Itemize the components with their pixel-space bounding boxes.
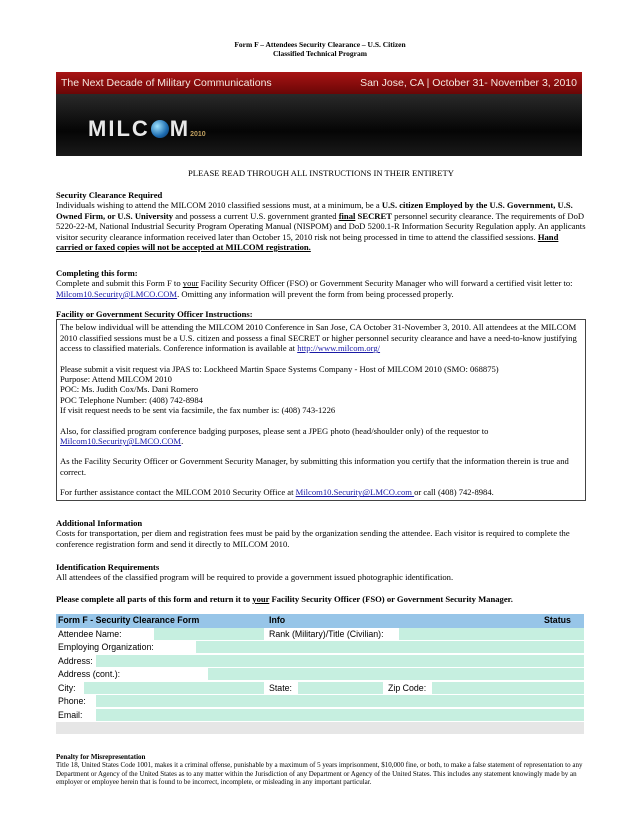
banner-tagline: The Next Decade of Military Communications xyxy=(61,77,272,89)
identification-section xyxy=(56,562,586,583)
phone-row xyxy=(56,695,584,709)
email-row xyxy=(56,709,584,723)
info-column-header: Info xyxy=(269,615,286,625)
form-footer-row xyxy=(56,722,584,734)
email-field[interactable] xyxy=(96,709,584,721)
fso-paragraph-1: The below individual will be attending the MILCOM 2010 Conference in San Jose, CA October 31-November 3, 2010. All attendees at the MILCOM 2010 classified sessions must be a U.S. citizen and possess a final SECRET or higher personnel security clearance and have a need-to-know justifying access to classified materials. Conference information is available at http://www.milcom.org/ xyxy=(60,322,577,354)
badging-email-link[interactable]: Milcom10.Security@LMCO.COM xyxy=(60,436,182,447)
city-field[interactable] xyxy=(84,682,264,694)
instructions-notice: PLEASE READ THROUGH ALL INSTRUCTIONS IN THEIR ENTIRETY xyxy=(188,168,454,178)
purpose-line: Purpose: Attend MILCOM 2010 xyxy=(60,374,172,385)
state-label: State: xyxy=(269,682,292,693)
penalty-heading: Penalty for Misrepresentation xyxy=(56,753,146,761)
attendee-label: Attendee Name: xyxy=(58,628,122,639)
city-row xyxy=(56,682,584,696)
address-field[interactable] xyxy=(96,655,584,667)
milcom-url-link[interactable]: http://www.milcom.org/ xyxy=(297,343,381,354)
rank-title-field[interactable] xyxy=(399,628,584,640)
document-header xyxy=(0,40,640,58)
globe-icon xyxy=(151,120,169,138)
attendee-name-field[interactable] xyxy=(154,628,264,640)
additional-section xyxy=(56,518,586,549)
status-column-header: Status xyxy=(544,615,571,625)
completing-text: Complete and submit this Form F to your Facility Security Officer (FSO) or Government Security Manager who will forward a certified visit letter to: Milcom10.Security@LMCO.COM. Omitting any information will prevent the form from being processed properly. xyxy=(56,278,573,299)
banner-location-dates: San Jose, CA | October 31- November 3, 2010 xyxy=(360,77,577,89)
poc-phone-line: POC Telephone Number: (408) 742-8984 xyxy=(60,394,203,405)
visit-request-line: Please submit a visit request via JPAS to: Lockheed Martin Space Systems Company - Host of MILCOM 2010 (SMO: 068875) xyxy=(60,363,499,374)
employing-organization-field[interactable] xyxy=(196,641,584,653)
organization-label: Employing Organization: xyxy=(58,642,154,652)
city-label: City: xyxy=(58,682,76,693)
fso-instructions-box xyxy=(56,319,586,500)
zip-label: Zip Code: xyxy=(388,682,427,693)
milcom-logo: MILC M2010 xyxy=(88,116,206,141)
form-title: Form F – Attendees Security Clearance – U.S. Citizen xyxy=(234,40,406,49)
milcom-banner xyxy=(56,72,582,156)
completing-heading: Completing this form: xyxy=(56,268,138,278)
security-clearance-form xyxy=(56,614,584,734)
identification-heading: Identification Requirements xyxy=(56,562,160,572)
fax-line: If visit request needs to be sent via facsimile, the fax number is: (408) 743-1226 xyxy=(60,405,336,416)
zip-code-field[interactable] xyxy=(432,682,584,694)
return-instruction: Please complete all parts of this form and return it to your Facility Security Officer (FSO) or Government Security Manager. xyxy=(56,594,513,604)
banner-logo-area xyxy=(56,94,582,156)
form-title-cell: Form F - Security Clearance Form xyxy=(58,615,200,625)
poc-line: POC: Ms. Judith Cox/Ms. Dani Romero xyxy=(60,384,199,395)
organization-row xyxy=(56,641,584,655)
address-cont-label: Address (cont.): xyxy=(58,669,121,679)
penalty-section xyxy=(56,753,586,787)
email-label: Email: xyxy=(58,709,83,720)
additional-heading: Additional Information xyxy=(56,518,143,528)
clearance-section xyxy=(56,190,586,252)
clearance-heading: Security Clearance Required xyxy=(56,190,163,200)
phone-label: Phone: xyxy=(58,696,86,706)
address-cont-field[interactable] xyxy=(208,668,584,680)
address-cont-row xyxy=(56,668,584,682)
address-row xyxy=(56,655,584,669)
form-subtitle: Classified Technical Program xyxy=(272,49,368,58)
completing-section xyxy=(56,268,586,299)
clearance-text: Individuals wishing to attend the MILCOM 2010 classified sessions must, at a minimum, be a U.S. citizen Employed by the U.S. Government, U.S. Owned Firm, or U.S. University and possess a current U.S. government granted final SECRET personnel security clearance. The requirements of DoD 5220-22-M, National Industrial Security Program Operating Manual (NISPOM) and DoD 5200.1-R Information Security Regulation apply. An applicants visitor security clearance information received later than October 15, 2010 risk not being processed in time to attend the classified sessions. Hand carried or faxed copies will not be accepted at MILCOM registration. xyxy=(56,200,586,253)
badging-paragraph: Also, for classified program conference badging purposes, please sent a JPEG photo (head/shoulder only) of the requestor to Milcom10.Security@LMCO.COM. xyxy=(60,425,489,447)
certification-paragraph: As the Facility Security Officer or Government Security Manager, by submitting this information you certify that the information therein is true and correct. xyxy=(60,456,569,477)
fso-heading: Facility or Government Security Officer Instructions: xyxy=(56,309,253,319)
assistance-email-link[interactable]: Milcom10.Security@LMCO.com xyxy=(295,487,415,498)
banner-strip xyxy=(56,72,582,94)
identification-text: All attendees of the classified program will be required to provide a government issued photographic identification. xyxy=(56,572,454,583)
phone-field[interactable] xyxy=(96,695,584,707)
security-email-link[interactable]: Milcom10.Security@LMCO.COM xyxy=(56,288,178,299)
state-field[interactable] xyxy=(298,682,383,694)
attendee-row xyxy=(56,628,584,642)
additional-text: Costs for transportation, per diem and registration fees must be paid by the organization sending the attendee. Each visitor is required to complete the conference registration form and send it directly to MILCOM 2010. xyxy=(56,528,570,549)
fso-section xyxy=(56,309,586,501)
address-label: Address: xyxy=(58,655,93,666)
rank-label: Rank (Military)/Title (Civilian): xyxy=(269,628,384,639)
assistance-paragraph: For further assistance contact the MILCOM 2010 Security Office at Milcom10.Security@LMCO.com or call (408) 742-8984. xyxy=(60,487,494,498)
penalty-text: Title 18, United States Code 1001, makes it a criminal offense, punishable by a maximum of 5 years imprisonment, $10,000 fine, or both, to make a false statement of representation to any Department or Agency of the United States as to any matter within the Jurisdiction of any Department or Agency of the United States. This includes any statement knowingly made by an employer or employee herein that is found to be incorrect, incomplete, or misleading in any important particular. xyxy=(56,761,583,787)
form-header-row xyxy=(56,614,584,628)
